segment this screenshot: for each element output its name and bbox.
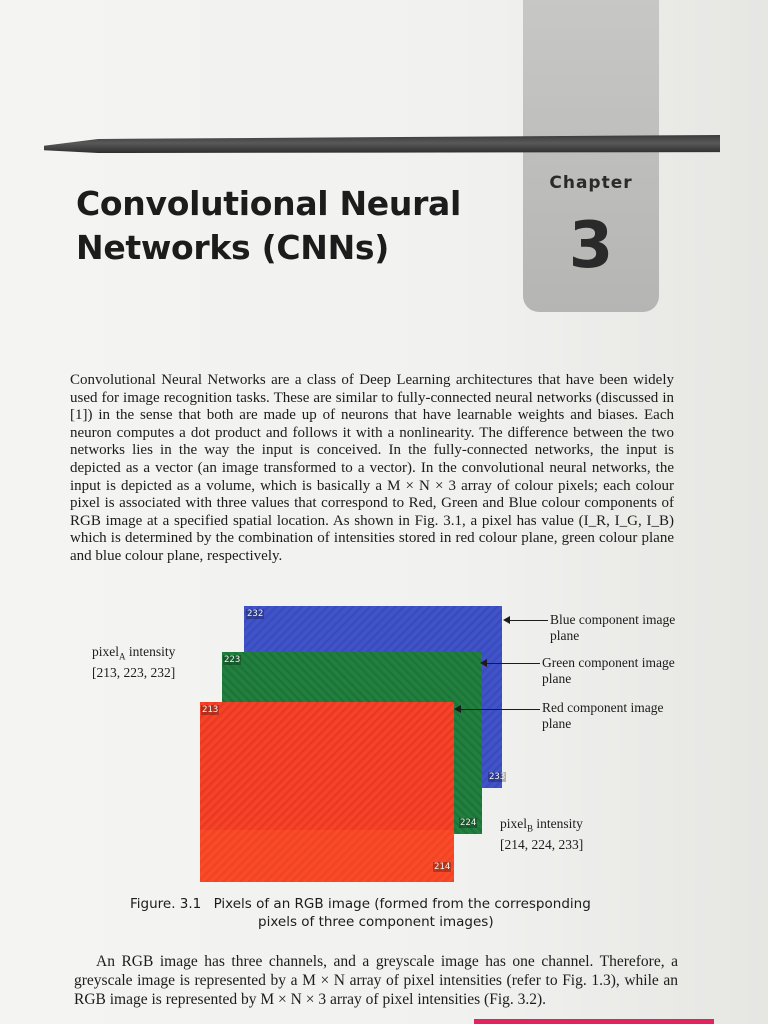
green-top-value: 223 bbox=[224, 655, 241, 665]
blue-annotation-arrow bbox=[506, 620, 548, 621]
closing-paragraph bbox=[74, 952, 678, 1009]
red-bottom-value: 214 bbox=[434, 862, 451, 872]
pixel-b-subscript: B bbox=[527, 823, 534, 834]
blue-arrow-head-icon bbox=[503, 616, 510, 624]
closing-paragraph-text: An RGB image has three channels, and a greyscale image has one channel. Therefore, a greyscale image is represented by a M × N array of pixel intensities (refer to Fig. 1.3), while an RGB image is represented by M × N × 3 array of pixel intensities (Fig. 3.2). bbox=[74, 953, 678, 1008]
pixel-a-annotation bbox=[92, 644, 222, 681]
pixel-b-annotation bbox=[500, 816, 640, 853]
red-top-value: 213 bbox=[202, 705, 219, 715]
green-annotation-arrow bbox=[483, 663, 540, 664]
pixel-b-values: [214, 224, 233] bbox=[500, 836, 584, 852]
intro-paragraph: Convolutional Neural Networks are a class of Deep Learning architectures that have been widely used for image recognition tasks. These are similar to fully-connected neural networks (discussed in [1]) in the sense that both are made up of neurons that have learnable weights and biases. Each neuron computes a dot product and follows it with a nonlinearity. The difference between the two networks lies in the way the input is conceived. In the fully-connected networks, the input is depicted as a vector (an image transformed to a vector). In the convolutional neural networks, the input is depicted as a volume, which is basically a M × N × 3 array of colour pixels; each colour pixel is associated with three values that correspond to Red, Green and Blue colour components of RGB image at a specified spatial location. As shown in Fig. 3.1, a pixel has value (I_R, I_G, I_B) which is determined by the combination of intensities stored in red colour plane, green colour plane and blue colour plane, respectively. bbox=[70, 372, 674, 564]
caption-label: Figure. 3.1 bbox=[130, 896, 202, 912]
pixel-b-label: pixel bbox=[500, 816, 527, 831]
pixel-b-word: intensity bbox=[533, 816, 583, 831]
page-edge-marker bbox=[474, 1019, 714, 1024]
pixel-a-values: [213, 223, 232] bbox=[92, 664, 176, 680]
red-plane-annotation: Red component image plane bbox=[542, 700, 664, 731]
chapter-title bbox=[76, 182, 506, 270]
blue-top-value: 232 bbox=[247, 609, 264, 619]
pixel-a-subscript: A bbox=[119, 651, 126, 662]
pixel-a-label: pixel bbox=[92, 644, 119, 659]
pixel-a-word: intensity bbox=[125, 644, 176, 659]
blue-bottom-value: 233 bbox=[489, 772, 506, 782]
chapter-title-line-2: Networks (CNNs) bbox=[76, 228, 390, 267]
figure-caption bbox=[130, 895, 650, 931]
green-plane-annotation: Green component image plane bbox=[542, 655, 675, 686]
red-annotation-arrow bbox=[457, 709, 540, 710]
chapter-label: Chapter bbox=[549, 173, 633, 193]
figure-3-1 bbox=[70, 600, 690, 900]
chapter-number: 3 bbox=[568, 209, 614, 283]
green-bottom-value: 224 bbox=[460, 818, 477, 828]
green-arrow-head-icon bbox=[480, 659, 487, 667]
blue-plane-annotation: Blue component image plane bbox=[550, 612, 676, 643]
caption-text-line-1: Pixels of an RGB image (formed from the corresponding bbox=[213, 896, 591, 912]
red-arrow-head-icon bbox=[454, 705, 461, 713]
red-component-plane bbox=[200, 702, 454, 882]
chapter-title-line-1: Convolutional Neural bbox=[76, 184, 462, 223]
caption-text-line-2: pixels of three component images) bbox=[258, 914, 494, 930]
